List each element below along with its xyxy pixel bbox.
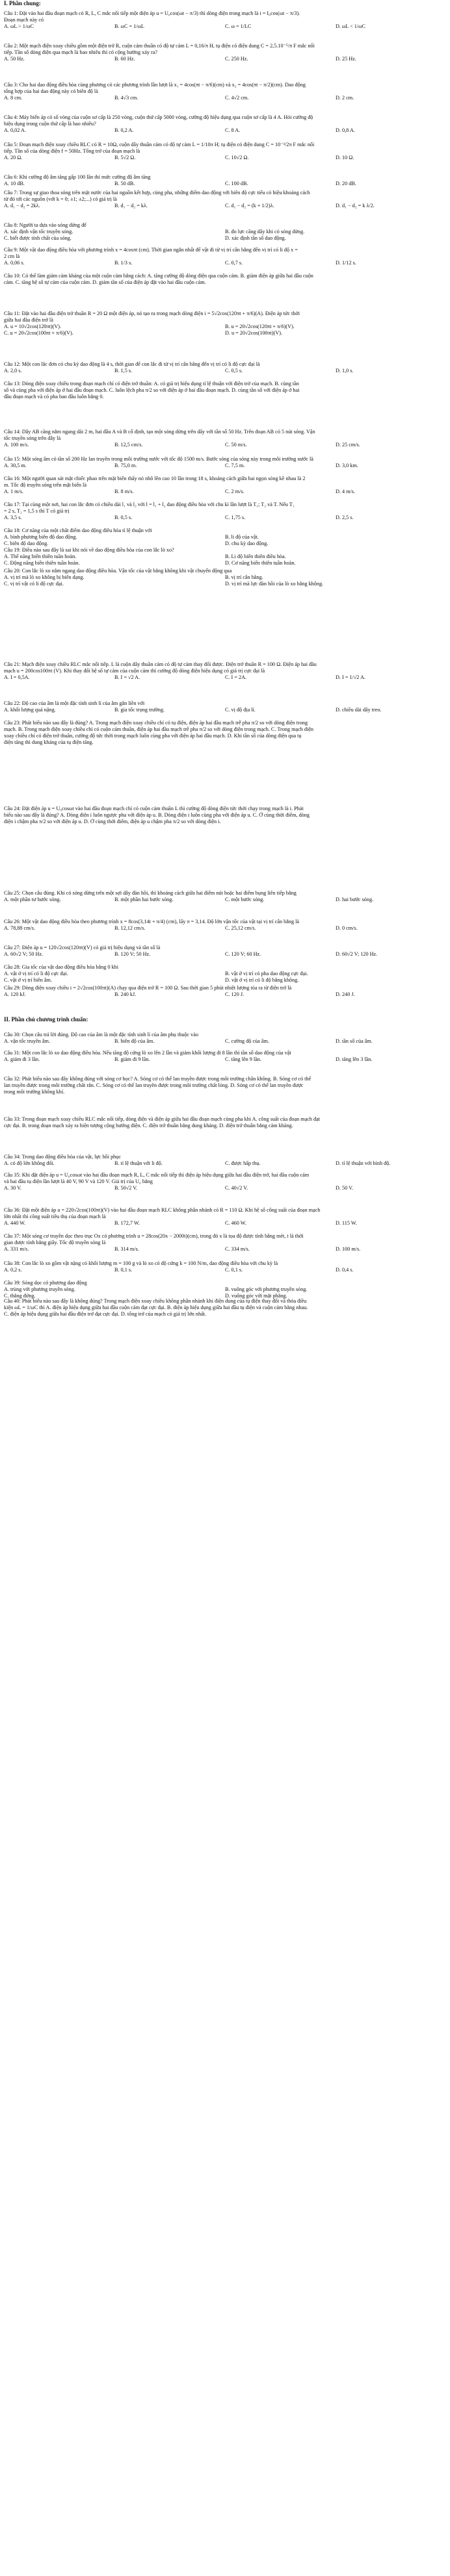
answer-option: C. 120 J. <box>225 991 245 997</box>
answer-option: B. 1,5 s. <box>114 368 133 374</box>
question-1-line: Câu 1: Đặt vào hai đầu đoạn mạch có R, L, C mắc nối tiếp một điện áp u = U₀cos(ωt − π/3) thì dòng điện trong mạch là i = I₀cos(ωt − π/3). <box>4 10 300 16</box>
answer-option: D. 4 m/s. <box>336 489 356 494</box>
question-10-line: Câu 10: Có thể làm giảm cảm kháng của một cuộn cảm bằng cách: A. tăng cường độ dòng điện qua cuộn cảm. B. giảm điện áp giữa hai đầu cuộn <box>4 273 313 279</box>
question-32-line: trong môi trường không khí. <box>4 1089 65 1095</box>
question-29-line: Câu 29: Dòng điện xoay chiều i = 2√2cos(100πt)(A) chạy qua điện trở R = 100 Ω. Sau thời gian 5 phút nhiệt lượng tỏa ra từ điện trở là <box>4 985 292 991</box>
question-10-line: cảm. C. tăng hệ số tự cảm của cuộn cảm. D. giảm tần số của điện áp đặt vào hai đầu cuộn cảm. <box>4 279 206 285</box>
question-7-line: Câu 7: Trong sự giao thoa sóng trên mặt nước của hai nguồn kết hợp, cùng pha, những điểm dao động với biên độ cực tiểu có hiệu khoảng cách <box>4 190 310 196</box>
answer-option: B. 4√3 cm. <box>114 95 139 101</box>
question-33-line: Câu 33: Trong đoạn mạch xoay chiều RLC mắc nối tiếp, dòng điện và điện áp giữa hai đầu đoạn mạch cùng pha khi A. công suất của đoạn mạch đạt <box>4 1116 321 1122</box>
answer-option: B. một phần hai bước sóng. <box>114 897 174 902</box>
answer-option: B. biên độ của âm. <box>114 1038 155 1044</box>
answer-option: C. 4√2 cm. <box>225 95 249 101</box>
answer-option: A. 0,2 s. <box>4 1267 22 1273</box>
question-13-line: Câu 13: Dòng điện xoay chiều trong đoạn mạch chỉ có điện trở thuần: A. có giá trị hiệu dụng tỉ lệ thuận với điện trở của mạch. B. cùng tần <box>4 381 299 387</box>
answer-option: C. 8 A. <box>225 127 241 133</box>
answer-option: D. vật ở vị trí có li độ bằng không. <box>225 977 299 983</box>
answer-option: D. chu kỳ dao động. <box>225 541 269 546</box>
answer-option: D. tần số của âm. <box>336 1038 373 1044</box>
answer-option: C. vật ở vị trí biên âm. <box>4 977 52 983</box>
answer-option: A. I = 0,5A. <box>4 674 30 680</box>
answer-option: D. 0 cm/s. <box>336 925 358 931</box>
answer-option: B. 75,0 m. <box>114 463 137 468</box>
answer-option: A. 0,06 s. <box>4 260 25 266</box>
answer-option: C. 100 dB. <box>225 181 248 186</box>
answer-option: A. d₁ − d₂ = 2kλ. <box>4 203 40 209</box>
answer-option: A. 20 Ω. <box>4 155 23 160</box>
answer-option: A. 30 V. <box>4 1185 21 1191</box>
answer-option: D. 0,8 A. <box>336 127 355 133</box>
question-37-line: Câu 37: Một sóng cơ truyền dọc theo trục Ox có phương trình u = 28cos(20x − 2000t)(cm), trong đó x là tọa độ được tính bằng mét, t là thời <box>4 1233 304 1239</box>
answer-option: C. thẳng đứng. <box>4 1293 36 1299</box>
answer-option: C. vị độ địa lí. <box>225 707 256 713</box>
answer-option: B. u = 20√2cos(120πt + π/6)(V). <box>225 324 295 329</box>
question-23-line: Câu 23: Phát biểu nào sau đây là đúng? A. Trong mạch điện xoay chiều chỉ có tụ điện, điện áp hai đầu mạch trễ pha π/2 so với dòng điện trong <box>4 720 308 726</box>
answer-option: C. 1,75 s. <box>225 515 246 520</box>
question-5-line: Câu 5: Đoạn mạch điện xoay chiều RLC có R = 10Ω, cuộn dây thuần cảm có độ tự cảm L = 1/10π H; tụ điện có điện dung C = 10⁻³/2π F mắc nối <box>4 142 315 147</box>
question-4-line: hiệu dụng trong cuộn thứ cấp là bao nhiêu? <box>4 121 96 127</box>
section-title-common: I. Phần chung: <box>4 0 41 6</box>
answer-option: B. 240 kJ. <box>114 991 137 997</box>
answer-option: D. 3,0 km. <box>336 463 358 468</box>
answer-option: C. 0,5 s. <box>225 368 243 374</box>
answer-option: D. xác định tần số dao động. <box>225 235 286 241</box>
answer-option: D. ωL < 1/ωC <box>336 23 366 29</box>
question-23-line: điện tăng thì dung kháng của tụ điện tăng. <box>4 739 94 745</box>
answer-option: C. 25,12 cm/s. <box>225 925 256 931</box>
question-33-line: cực đại. B. trong đoạn mạch xảy ra hiện tượng cộng hưởng điện. C. điện trở thuần bằng dung kháng. D. điện trở thuần bằng cảm kháng. <box>4 1123 293 1129</box>
answer-option: B. ωC = 1/ωL <box>114 23 144 29</box>
question-17-line: = 2 s, T₂ = 1,5 s thì T có giá trị <box>4 508 70 514</box>
answer-option: C. u = 20√2cos(100πt + π/6)(V). <box>4 330 73 336</box>
answer-option: D. 60√2 V; 120 Hz. <box>336 951 378 957</box>
answer-option: B. 50√2 V. <box>114 1185 138 1191</box>
question-8-line: Câu 8: Người ta dựa vào sóng dừng để <box>4 222 86 228</box>
question-37-line: gian được tính bằng giây. Tốc độ truyền sóng là <box>4 1240 106 1245</box>
answer-option: B. 172,7 W. <box>114 1220 140 1226</box>
question-5-line: tiếp. Tần số của dòng điện f = 50Hz. Tổng trở của đoạn mạch là <box>4 148 140 154</box>
answer-option: D. 20 dB. <box>336 181 356 186</box>
answer-option: B. d₁ − d₂ = kλ. <box>114 203 148 209</box>
answer-option: A. 120 kJ. <box>4 991 26 997</box>
question-9-line: Câu 9: Một vật dao động điều hòa với phương trình x = 4cosπt (cm). Thời gian ngắn nhất để vật đi từ vị trí cân bằng đến vị trí có li độ x = <box>4 247 298 253</box>
question-32-line: lan truyền được trong môi trường chất rắn. C. Sóng cơ có thể lan truyền được trong môi trường chất lỏng. D. Sóng cơ có thể lan truyền được <box>4 1082 304 1088</box>
answer-option: D. 10 Ω. <box>336 155 354 160</box>
answer-option: A. 2,0 s. <box>4 368 22 374</box>
question-30-line: Câu 30: Chọn câu trả lời đúng. Độ cao của âm là một đặc tính sinh lí của âm phụ thuộc vào <box>4 1032 199 1038</box>
question-3-line: tổng hợp của hai dao động này có biên độ là <box>4 88 98 94</box>
answer-option: C. I = 2A. <box>225 674 247 680</box>
question-1-line: Đoạn mạch này có <box>4 17 44 23</box>
question-13-line: số và cùng pha với điện áp ở hai đầu đoạn mạch. C. luôn lệch pha π/2 so với điện áp ở hai đầu đoạn mạch. D. cùng tần số với điện áp ở hai <box>4 387 300 393</box>
answer-option: D. chiều dài dây treo. <box>336 707 382 713</box>
answer-option: B. giảm đi 9 lần. <box>114 1056 150 1062</box>
answer-option: D. vị trí mà lực đàn hồi của lò xo bằng không. <box>225 581 324 587</box>
answer-option: B. tỉ lệ thuận với li độ. <box>114 1160 163 1166</box>
question-13-line: đầu đoạn mạch và có pha ban đầu luôn bằng 0. <box>4 394 104 400</box>
question-25-line: Câu 25: Chọn câu đúng. Khi có sóng dừng trên một sợi dây đàn hồi, thì khoảng cách giữa hai điểm nút hoặc hai điểm bụng liên tiếp bằng <box>4 890 297 896</box>
answer-option: C. một bước sóng. <box>225 897 265 902</box>
answer-option: C. 0,1 s. <box>225 1267 243 1273</box>
answer-option: C. biên độ dao động. <box>4 541 49 546</box>
answer-option: C. 250 Hz. <box>225 56 248 62</box>
answer-option: B. 50 dB. <box>114 181 135 186</box>
question-21-line: Câu 21: Mạch điện xoay chiều RLC mắc nối tiếp. L là cuộn dây thuần cảm có độ tự cảm thay đổi được. Điện trở thuần R = 100 Ω. Điện áp hai đầu <box>4 661 317 667</box>
question-24-line: biểu nào sau đây là đúng? A. Dòng điện i luôn ngược pha với điện áp u. B. Dòng điện i luôn cùng pha với điện áp u. C. Ở cùng thời điểm, dòng <box>4 812 310 818</box>
question-11-line: Câu 11: Đặt vào hai đầu điện trở thuần R = 20 Ω một điện áp, nó tạo ra trong mạch dòng điện i = 5√2cos(120πt + π/6)(A). Điện áp tức thời <box>4 311 300 316</box>
question-36-line: lớn nhất thì công suất tiêu thụ của đoạn mạch là <box>4 1214 106 1219</box>
question-27-line: Câu 27: Điện áp u = 120√2cos(120πt)(V) có giá trị hiệu dụng và tần số là <box>4 945 161 950</box>
answer-option: A. ωL > 1/ωC <box>4 23 34 29</box>
answer-option: A. bình phương biên độ dao động. <box>4 534 77 540</box>
question-23-line: xoay chiều chỉ có điện trở thuần, cường độ tức thời trong mạch luôn cùng pha với điện áp hai đầu mạch. D. Khi tần số của dòng điện qua tụ <box>4 733 302 739</box>
answer-option: D. 2 cm. <box>336 95 354 101</box>
answer-option: D. 25 cm/s. <box>336 442 360 448</box>
question-31-line: Câu 31: Một con lắc lò xo dao động điều hòa. Nếu tăng độ cứng lò xo lên 2 lần và giảm khối lượng đi 8 lần thì tần số dao động của vật <box>4 1050 291 1056</box>
question-7-line: từ đó tới các nguồn (với k = 0; ±1; ±2;...) có giá trị là <box>4 196 117 202</box>
answer-option: A. 1 m/s. <box>4 489 24 494</box>
answer-option: C. cường độ của âm. <box>225 1038 269 1044</box>
question-35-line: Câu 35: Khi đặt điện áp u = U₀cosωt vào hai đầu đoạn mạch R, L, C mắc nối tiếp thì điện áp hiệu dụng giữa hai đầu điện trở, hai đầu cuộn cảm <box>4 1172 310 1178</box>
answer-option: A. khối lượng quá nặng. <box>4 707 56 713</box>
answer-option: C. 0,7 s. <box>225 260 243 266</box>
question-2-line: tiếp. Tần số dòng điện qua mạch là bao nhiêu thì có cộng hưởng xảy ra? <box>4 49 157 55</box>
answer-option: B. 8 m/s. <box>114 489 134 494</box>
question-23-line: mạch. B. Trong mạch điện xoay chiều chỉ có cuộn cảm thuần, điện áp hai đầu mạch trễ pha π/2 so với dòng điện trong mạch. C. Trong mạch điện <box>4 726 313 732</box>
question-34-line: Câu 34: Trong dao động điều hòa của vật, lực hồi phục <box>4 1154 121 1160</box>
answer-option: A. 3,5 s. <box>4 515 22 520</box>
question-14-line: tốc truyền sóng trên dây là <box>4 435 61 441</box>
answer-option: D. 240 J. <box>336 991 355 997</box>
answer-option: C. 460 W. <box>225 1220 246 1226</box>
question-35-line: và hai đầu tụ điện lần lượt là 40 V, 90 V và 120 V. Giá trị của U₀ bằng <box>4 1179 153 1184</box>
answer-option: C. tăng lên 9 lần. <box>225 1056 261 1062</box>
answer-option: C. d₁ − d₂ = (k + 1/2)λ. <box>225 203 274 209</box>
answer-option: A. vật ở vị trí có li độ cực đại. <box>4 971 68 976</box>
question-40-line: kiện ωL = 1/ωC thì A. điện áp hiệu dụng giữa hai đầu cuộn cảm đạt cực đại. B. điện áp hiệu dụng giữa hai đầu tụ điện và cuộn cảm bằng nhau. <box>4 1305 308 1310</box>
answer-option: A. 331 m/s. <box>4 1246 29 1252</box>
answer-option: A. 440 W. <box>4 1220 26 1226</box>
answer-option: C. 10√2 Ω. <box>225 155 249 160</box>
answer-option: B. 12,12 cm/s. <box>114 925 146 931</box>
answer-option: D. 25 Hz. <box>336 56 356 62</box>
answer-option: A. vị trí mà lò xo không bị biến dạng. <box>4 574 85 580</box>
answer-option: C. Động năng biến thiên tuần hoàn. <box>4 560 80 566</box>
question-12-line: Câu 12: Một con lắc đơn có chu kỳ dao động là 4 s, thời gian để con lắc đi từ vị trí cân bằng đến vị trí có li độ cực đại là <box>4 361 260 367</box>
answer-option: D. 2,5 s. <box>336 515 354 520</box>
answer-option: C. 50 m/s. <box>225 442 247 448</box>
question-2-line: Câu 2: Một mạch điện xoay chiều gồm một điện trở R, cuộn cảm thuần có độ tự cảm L = 0,16/π H, tụ điện có điện dung C = 2,5.10⁻⁵/π F mắc nối <box>4 43 315 49</box>
section-title-standard: II. Phần chủ chương trình chuẩn: <box>4 1016 88 1023</box>
answer-option: B. 0,2 A. <box>114 127 134 133</box>
question-24-line: điện i chậm pha π/2 so với điện áp u. D. Ở cùng thời điểm, điện áp u chậm pha π/2 so với dòng điện i. <box>4 819 221 824</box>
question-9-line: 2 cm là <box>4 253 20 259</box>
answer-option: B. Li độ biến thiên điều hòa. <box>225 554 286 559</box>
answer-option: A. giảm đi 3 lần. <box>4 1056 40 1062</box>
answer-option: D. 100 m/s. <box>336 1246 361 1252</box>
answer-option: B. 0,5 s. <box>114 515 133 520</box>
answer-option: C. 120 V; 60 Hz. <box>225 951 261 957</box>
question-15-line: Câu 15: Một sóng âm có tần số 200 Hz lan truyền trong môi trường nước với tốc độ 1500 m/s. Bước sóng của sóng này trong môi trường nước là <box>4 456 313 462</box>
question-32-line: Câu 32: Phát biểu nào sau đây không đúng với sóng cơ học? A. Sóng cơ có thể lan truyền được trong môi trường chân không. B. Sóng cơ có thể <box>4 1076 311 1082</box>
answer-option: D. d₁ − d₂ = k λ/2. <box>336 203 375 209</box>
answer-option: A. 50 Hz. <box>4 56 25 62</box>
answer-option: D. I = 1/√2 A. <box>336 674 365 680</box>
question-6-line: Câu 6: Khi cường độ âm tăng gấp 100 lần thì mức cường độ âm tăng <box>4 174 151 180</box>
question-18-line: Câu 18: Cơ năng của một chất điểm dao động điều hòa tỉ lệ thuận với <box>4 528 152 533</box>
answer-option: A. một phần tư bước sóng. <box>4 897 61 902</box>
answer-option: A. Thế năng biến thiên tuần hoàn. <box>4 554 77 559</box>
question-39-line: Câu 39: Sóng dọc có phương dao động <box>4 1280 87 1286</box>
question-21-line: mạch u = 200cos100πt (V). Khi thay đổi hệ số tự cảm của cuộn cảm thì cường độ dòng điện hiệu dụng có giá trị cực đại là <box>4 668 265 674</box>
answer-option: A. 10 dB. <box>4 181 25 186</box>
answer-option: B. 12,5 cm/s. <box>114 442 143 448</box>
answer-option: C. 40√2 V. <box>225 1185 248 1191</box>
question-17-line: Câu 17: Tại cùng một nơi, hai con lắc đơn có chiều dài l₁ và l₂ với l = l₁ + l₂ dao động điều hòa với chu kì lần lượt là T₁; T₂ và T. Nếu T₁ <box>4 502 295 507</box>
answer-option: D. u = 20√2cos(100πt)(V). <box>225 330 283 336</box>
answer-option: C. ω = 1/LC <box>225 23 252 29</box>
answer-option: A. 30,5 m. <box>4 463 27 468</box>
question-16-line: m. Tốc độ truyền sóng trên mặt biển là <box>4 482 86 488</box>
answer-option: C. 7,5 m. <box>225 463 245 468</box>
answer-option: D. 115 W. <box>336 1220 357 1226</box>
answer-option: C. được hấp thụ. <box>225 1160 261 1166</box>
answer-option: A. u = 10√2cos(120πt)(V). <box>4 324 62 329</box>
answer-option: A. 100 m/s. <box>4 442 29 448</box>
question-14-line: Câu 14: Dây AB căng nằm ngang dài 2 m, hai đầu A và B cố định, tạo một sóng dừng trên dây với tần số 50 Hz. Trên đoạn AB có 5 nút sóng. Vận <box>4 429 315 435</box>
answer-option: D. tỉ lệ thuận với bình độ. <box>336 1160 391 1166</box>
answer-option: B. 120 V; 50 Hz. <box>114 951 151 957</box>
answer-option: B. đo lực căng dây khi có sóng dừng. <box>225 229 305 235</box>
answer-option: B. 1/3 s. <box>114 260 133 266</box>
answer-option: B. 314 m/s. <box>114 1246 139 1252</box>
answer-option: D. 0,4 s. <box>336 1267 354 1273</box>
question-16-line: Câu 16: Một người quan sát mặt chiếc phao trên mặt biển thấy nó nhô lên cao 10 lần trong 18 s, khoảng cách giữa hai ngọn sóng kề nhau là 2 <box>4 476 306 481</box>
answer-option: B. I = √2 A. <box>114 674 140 680</box>
question-40-line: Câu 40: Phát biểu nào sau đây là không đúng? Trong mạch điện xoay chiều không phân nhánh khi điện dung của tụ điện thay đổi và thỏa điều <box>4 1298 307 1304</box>
answer-option: D. vuông góc với mặt phẳng. <box>225 1293 287 1299</box>
answer-option: D. Cơ năng biến thiên tuần hoàn. <box>225 560 296 566</box>
answer-option: B. vị trí cân bằng. <box>225 574 263 580</box>
question-40-line: C. điện áp hiệu dụng giữa hai đầu điện trở đạt cực đại. D. tổng trở của mạch có giá trị lớn nhất. <box>4 1311 207 1317</box>
answer-option: D. tăng lên 3 lần. <box>336 1056 373 1062</box>
answer-option: C. 2 m/s. <box>225 489 245 494</box>
question-11-line: giữa hai đầu điện trở là <box>4 317 53 323</box>
answer-option: D. 50 V. <box>336 1185 353 1191</box>
answer-option: B. gia tốc trọng trường. <box>114 707 165 713</box>
question-4-line: Câu 4: Máy biến áp có số vòng của cuộn sơ cấp là 250 vòng, cuộn thứ cấp 5000 vòng, cường độ hiệu dụng qua cuộn sơ cấp là 4 A. Hỏi cường độ <box>4 114 313 120</box>
question-22-line: Câu 22: Độ cao của âm là một đặc tính sinh lí của âm gắn liền với <box>4 700 145 706</box>
question-19-line: Câu 19: Điều nào sau đây là sai khi nói về dao động điều hòa của con lắc lò xo? <box>4 547 174 553</box>
answer-option: A. trùng với phương truyền sóng. <box>4 1286 75 1292</box>
answer-option: A. 8 cm. <box>4 95 23 101</box>
answer-option: B. 0,1 s. <box>114 1267 133 1273</box>
answer-option: B. 60 Hz. <box>114 56 135 62</box>
question-28-line: Câu 28: Gia tốc của vật dao động điều hòa bằng 0 khi <box>4 964 118 970</box>
answer-option: B. vuông góc với phương truyền sóng. <box>225 1286 308 1292</box>
answer-option: A. vận tốc truyền âm. <box>4 1038 50 1044</box>
question-36-line: Câu 36: Đặt một điện áp u = 220√2cos(100πt)(V) vào hai đầu đoạn mạch RLC không phân nhánh có R = 110 Ω. Khi hệ số công suất của đoạn mạch <box>4 1207 321 1213</box>
question-3-line: Câu 3: Cho hai dao động điều hòa cùng phương có các phương trình lần lượt là x₁ = 4cos(πt − π/6)(cm) và x₂ = 4cos(πt − π/2)(cm). Dao động <box>4 82 306 88</box>
answer-option: C. biết được tính chất của sóng. <box>4 235 72 241</box>
question-24-line: Câu 24: Đặt điện áp u = U₀cosωt vào hai đầu đoạn mạch chỉ có cuộn cảm thuần L thì cường độ dòng điện tức thời chạy trong mạch là i. Phát <box>4 806 304 811</box>
answer-option: C. vị trí vật có li độ cực đại. <box>4 581 64 587</box>
answer-option: C. 334 m/s. <box>225 1246 250 1252</box>
answer-option: D. 1/12 s. <box>336 260 356 266</box>
answer-option: A. xác định vận tốc truyền sóng. <box>4 229 73 235</box>
answer-option: A. có độ lớn không đổi. <box>4 1160 55 1166</box>
answer-option: A. 78,88 cm/s. <box>4 925 35 931</box>
question-38-line: Câu 38: Con lắc lò xo gồm vật nặng có khối lượng m = 100 g và lò xo có độ cứng k = 100 N/m, dao động điều hòa với chu kỳ là <box>4 1260 278 1266</box>
answer-option: B. vật ở vị trí có pha dao động cực đại. <box>225 971 308 976</box>
answer-option: D. 1,0 s. <box>336 368 354 374</box>
question-26-line: Câu 26: Một vật dao động điều hòa theo phương trình x = 8cos(3,14t + π/4) (cm), lấy π = 3,14. Độ lớn vận tốc của vật tại vị trí cân bằng là <box>4 919 300 925</box>
answer-option: B. 5√2 Ω. <box>114 155 136 160</box>
answer-option: A. 0,02 A. <box>4 127 26 133</box>
answer-option: D. hai bước sóng. <box>336 897 374 902</box>
answer-option: B. li độ của vật. <box>225 534 259 540</box>
answer-option: A. 60√2 V; 50 Hz. <box>4 951 44 957</box>
question-20-line: Câu 20: Con lắc lò xo nằm ngang dao động điều hòa. Vận tốc của vật bằng không khi vật chuyển động qua <box>4 568 232 574</box>
